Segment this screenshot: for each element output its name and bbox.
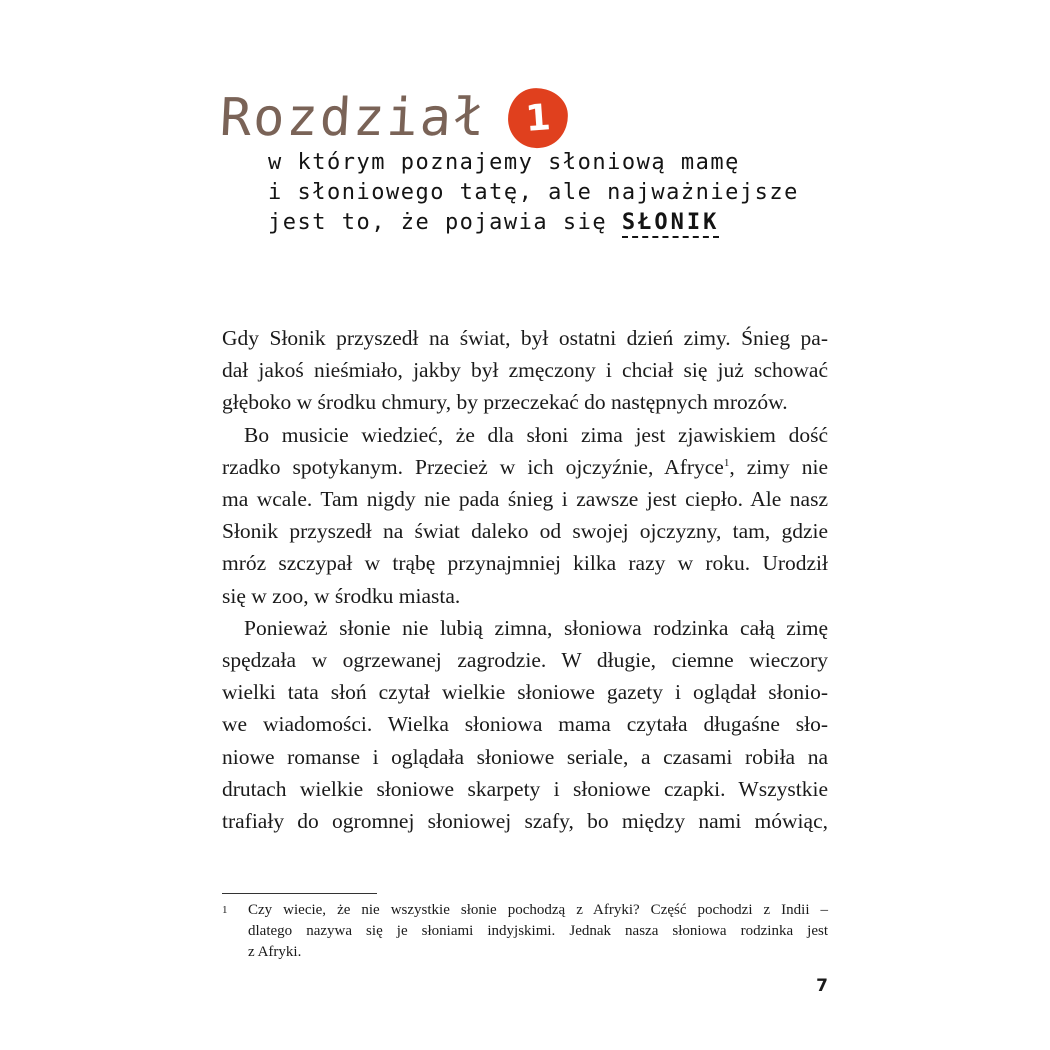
- text-line: spędzała w ogrzewanej zagrodzie. W długie, ciemne wieczory: [222, 648, 828, 673]
- text-line: Słonik przyszedł na świat daleko od swojej ojczyzny, tam, gdzie: [222, 519, 828, 544]
- footnote-body: [248, 900, 828, 963]
- chapter-number-badge: 1: [506, 86, 570, 150]
- footnote-reference[interactable]: 1: [723, 456, 730, 469]
- chapter-subtitle: [268, 148, 828, 238]
- text-line: [222, 451, 828, 483]
- text-line: dał jakoś nieśmiało, jakby był zmęczony i chciał się już schować: [222, 358, 828, 383]
- chapter-word: Rozdział: [218, 88, 489, 148]
- footnote-line: Czy wiecie, że nie wszystkie słonie pochodzą z Afryki? Część pochodzi z Indii –: [248, 902, 828, 918]
- text-segment: , zimy nie: [729, 454, 829, 479]
- subtitle-line: w którym poznajemy słoniową mamę: [268, 150, 740, 175]
- text-line: Bo musicie wiedzieć, że dla słoni zima jest zjawiskiem dość: [244, 422, 828, 447]
- body-text: [222, 322, 828, 837]
- subtitle-line-text: jest to, że pojawia się: [268, 210, 608, 235]
- text-line: wielki tata słoń czytał wielkie słoniowe gazety i oglądał słonio-: [222, 680, 828, 705]
- text-line: trafiały do ogromnej słoniowej szafy, bo między nami mówiąc,: [222, 809, 828, 834]
- text-line: niowe romanse i oglądała słoniowe seriale, a czasami robiła na: [222, 744, 828, 769]
- subtitle-line: i słoniowego tatę, ale najważniejsze: [268, 180, 799, 205]
- text-line: się w zoo, w środku miasta.: [222, 583, 461, 608]
- text-line: mróz szczypał w trąbę przynajmniej kilka razy w roku. Urodził: [222, 551, 828, 576]
- text-line: drutach wielkie słoniowe skarpety i słoniowe czapki. Wszystkie: [222, 776, 828, 801]
- text-line: ma wcale. Tam nigdy nie pada śnieg i zawsze jest ciepło. Ale nasz: [222, 487, 828, 512]
- page-number: 7: [816, 976, 828, 996]
- text-line: Ponieważ słonie nie lubią zimna, słoniowa rodzinka całą zimę: [244, 615, 828, 640]
- text-line: we wiadomości. Wielka słoniowa mama czytała długaśne sło-: [222, 712, 828, 737]
- chapter-heading: [220, 78, 568, 158]
- text-segment: rzadko spotykanym. Przecież w ich ojczyźnie, Afryce: [222, 454, 724, 479]
- subtitle-emphasis: SŁONIK: [622, 210, 719, 238]
- text-line: głęboko w środku chmury, by przeczekać do następnych mrozów.: [222, 390, 788, 415]
- footnote-mark: 1: [222, 904, 228, 916]
- footnote-divider: [222, 893, 377, 894]
- footnote: [222, 900, 828, 963]
- text-line: Gdy Słonik przyszedł na świat, był ostatni dzień zimy. Śnieg pa-: [222, 326, 828, 350]
- footnote-line: z Afryki.: [248, 944, 302, 960]
- footnote-line: dlatego nazywa się je słoniami indyjskimi. Jednak nasza słoniowa rodzinka jest: [248, 923, 828, 939]
- subtitle-line: [268, 208, 828, 238]
